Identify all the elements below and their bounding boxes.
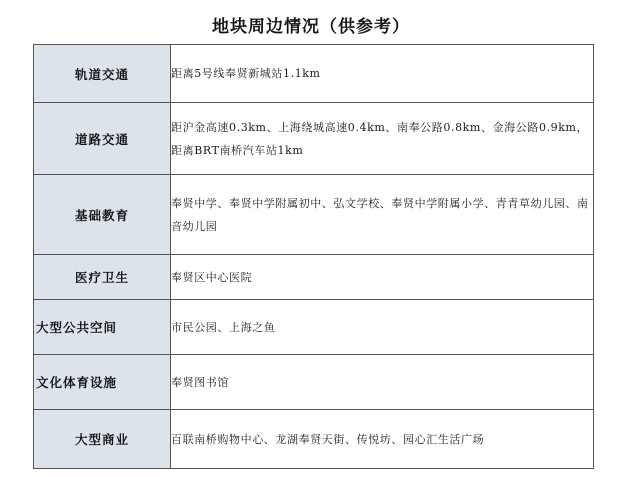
row-value: 奉贤区中心医院 bbox=[171, 255, 594, 300]
row-value: 百联南桥购物中心、龙湖奉贤天街、传悦坊、园心汇生活广场 bbox=[171, 410, 594, 469]
row-label: 道路交通 bbox=[34, 103, 171, 175]
table-row-culture-sports bbox=[34, 355, 594, 410]
row-value: 市民公园、上海之鱼 bbox=[171, 300, 594, 355]
row-value: 距沪金高速0.3km、上海绕城高速0.4km、南奉公路0.8km、金海公路0.9km，距离BRT南桥汽车站1km bbox=[171, 103, 594, 175]
row-label: 医疗卫生 bbox=[34, 255, 171, 300]
row-label: 大型公共空间 bbox=[34, 300, 171, 355]
row-label: 基础教育 bbox=[34, 175, 171, 255]
surroundings-table bbox=[33, 44, 594, 469]
row-label: 文化体育设施 bbox=[34, 355, 171, 410]
row-label: 大型商业 bbox=[34, 410, 171, 469]
page-title: 地块周边情况（供参考） bbox=[212, 17, 410, 37]
row-label: 轨道交通 bbox=[34, 45, 171, 103]
row-value: 距离5号线奉贤新城站1.1km bbox=[171, 45, 594, 103]
table-row-road-transit bbox=[34, 103, 594, 175]
row-value: 奉贤中学、奉贤中学附属初中、弘文学校、奉贤中学附属小学、青青草幼儿园、南音幼儿园 bbox=[171, 175, 594, 255]
table-row-rail-transit bbox=[34, 45, 594, 103]
table-row-medical bbox=[34, 255, 594, 300]
table-row-commercial bbox=[34, 410, 594, 469]
table-row-education bbox=[34, 175, 594, 255]
table-row-public-space bbox=[34, 300, 594, 355]
row-value: 奉贤图书馆 bbox=[171, 355, 594, 410]
